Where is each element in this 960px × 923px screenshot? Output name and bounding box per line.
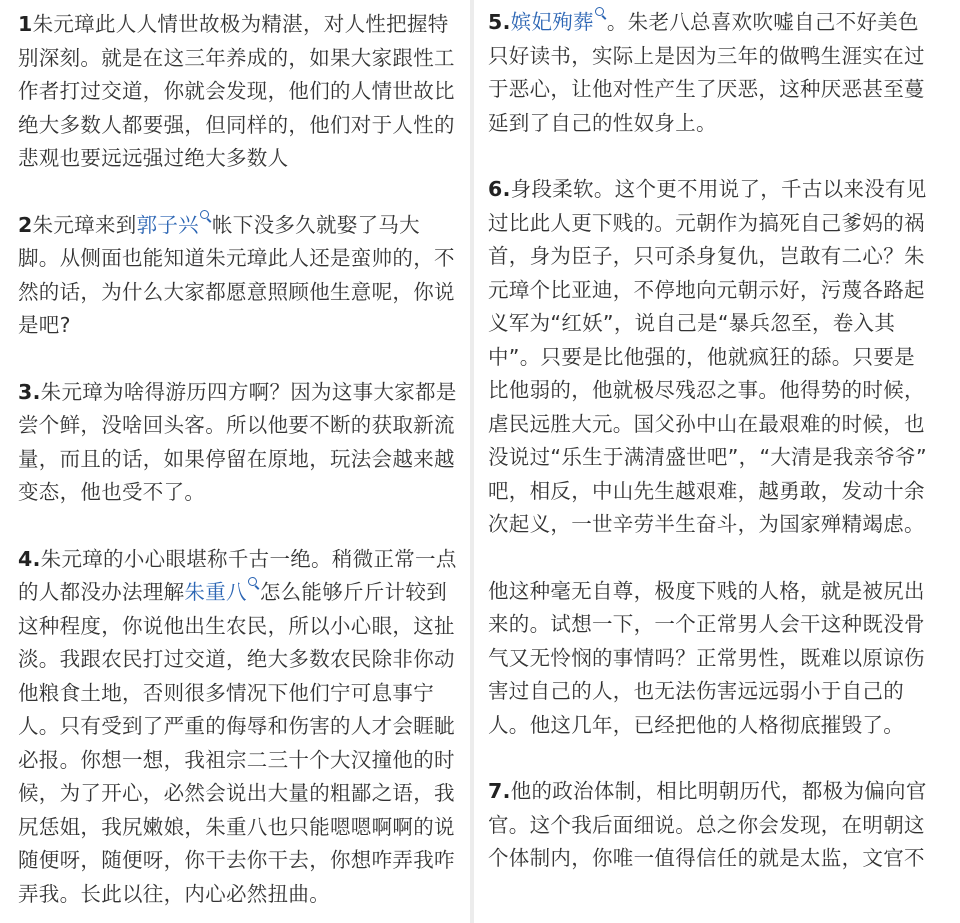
paragraph-number: 3. bbox=[18, 379, 41, 404]
paragraph-unnumbered: 他这种毫无自尊，极度下贱的人格，就是被尻出 来的。试想一下，一个正常男人会干这种既没骨 气又无怜悯的事情吗？正常男性，既难以原谅伤 害过自己的人，也无法伤害远远弱小于自己的 人。他这几年，已经把他的人格彻底摧毁了。 bbox=[488, 578, 925, 737]
paragraph-number: 5. bbox=[488, 10, 511, 34]
search-link-zhu-chongba[interactable]: 朱重八 bbox=[184, 580, 247, 604]
right-column bbox=[474, 0, 960, 923]
paragraph-number: 7. bbox=[488, 779, 511, 803]
search-link-concubine-burial[interactable]: 嫔妃殉葬 bbox=[510, 10, 594, 34]
left-column bbox=[0, 0, 470, 923]
search-icon[interactable] bbox=[248, 577, 260, 591]
search-icon[interactable] bbox=[595, 7, 607, 21]
paragraph-3: 3.朱元璋为啥得游历四方啊？因为这事大家都是 尝个鲜，没啥回头客。所以他要不断的获取新流 量，而且的话，如果停留在原地，玩法会越来越 变态，他也受不了。 bbox=[18, 379, 457, 504]
search-link-guo-zixing[interactable]: 郭子兴 bbox=[136, 212, 199, 237]
paragraph-7: 7.他的政治体制，相比明朝历代，都极为偏向官 官。这个我后面细说。总之你会发现，在明朝这 个体制内，你唯一值得信任的就是太监，文官不 bbox=[488, 779, 927, 870]
paragraph-6: 6.身段柔软。这个更不用说了，千古以来没有见 过比此人更下贱的。元朝作为搞死自己爹妈的祸 首，身为臣子，只可杀身复仇，岂敢有二心？朱 元璋个比亚迪，不停地向元朝示好，污蔑各路起 义军为“红妖”，说自己是“暴兵忽至，卷入其 中”。只要是比他强的，他就疯狂的舔。只要是 比他弱的，他就极尽残忍之事。他得势的时候， 虐民远胜大元。国父孙中山在最艰难的时候，也 没说过“乐生于满清盛世吧”，“大清是我亲爷爷” 吧，相反，中山先生越艰难，越勇敢，发动十余 次起义，一世辛劳半生奋斗，为国家殚精竭虑。 bbox=[488, 177, 927, 536]
paragraph-1: 1朱元璋此人人情世故极为精湛，对人性把握特 别深刻。就是在这三年养成的，如果大家跟性工 作者打过交道，你就会发现，他们的人情世故比 绝大多数人都要强，但同样的，他们对于人性的 悲观也要远远强过绝大多数人 bbox=[18, 12, 455, 170]
paragraph-2: 2朱元璋来到郭子兴 帐下没多久就娶了马大 脚。从侧面也能知道朱元璋此人还是蛮帅的，不 然的话，为什么大家都愿意照顾他生意呢，你说 是吧? bbox=[18, 209, 470, 343]
paragraph-number: 2 bbox=[18, 212, 33, 237]
paragraph-number: 1 bbox=[18, 12, 33, 36]
paragraph-5: 5.嫔妃殉葬 。朱老八总喜欢吹嘘自己不好美色 只好读书，实际上是因为三年的做鸭生涯实在过 于恶心，让他对性产生了厌恶，这种厌恶甚至蔓 延到了自己的性奴身上。 bbox=[488, 6, 960, 140]
paragraph-number: 6. bbox=[488, 177, 511, 201]
paragraph-number: 4. bbox=[18, 546, 41, 571]
search-icon[interactable] bbox=[200, 210, 212, 224]
paragraph-4: 4.朱元璋的小心眼堪称千古一绝。稍微正常一点 的人都没办法理解朱重八 怎么能够斤斤计较到 这种程度，你说他出生农民，所以小心眼，这扯 淡。我跟农民打过交道，绝大多数农民除非你动 他粮食土地，否则很多情况下他们宁可息事宁 人。只有受到了严重的侮辱和伤害的人才会睚眦 必报。你想一想，我祖宗二三十个大汉撞他的时 候，为了开心，必然会说出大量的粗鄙之语，我 尻恁姐，我尻嫩娘，朱重八也只能嗯嗯啊啊的说 随便呀，随便呀，你干去你干去，你想咋弄我咋 弄我。长此以往，内心必然扭曲。 bbox=[18, 546, 457, 906]
